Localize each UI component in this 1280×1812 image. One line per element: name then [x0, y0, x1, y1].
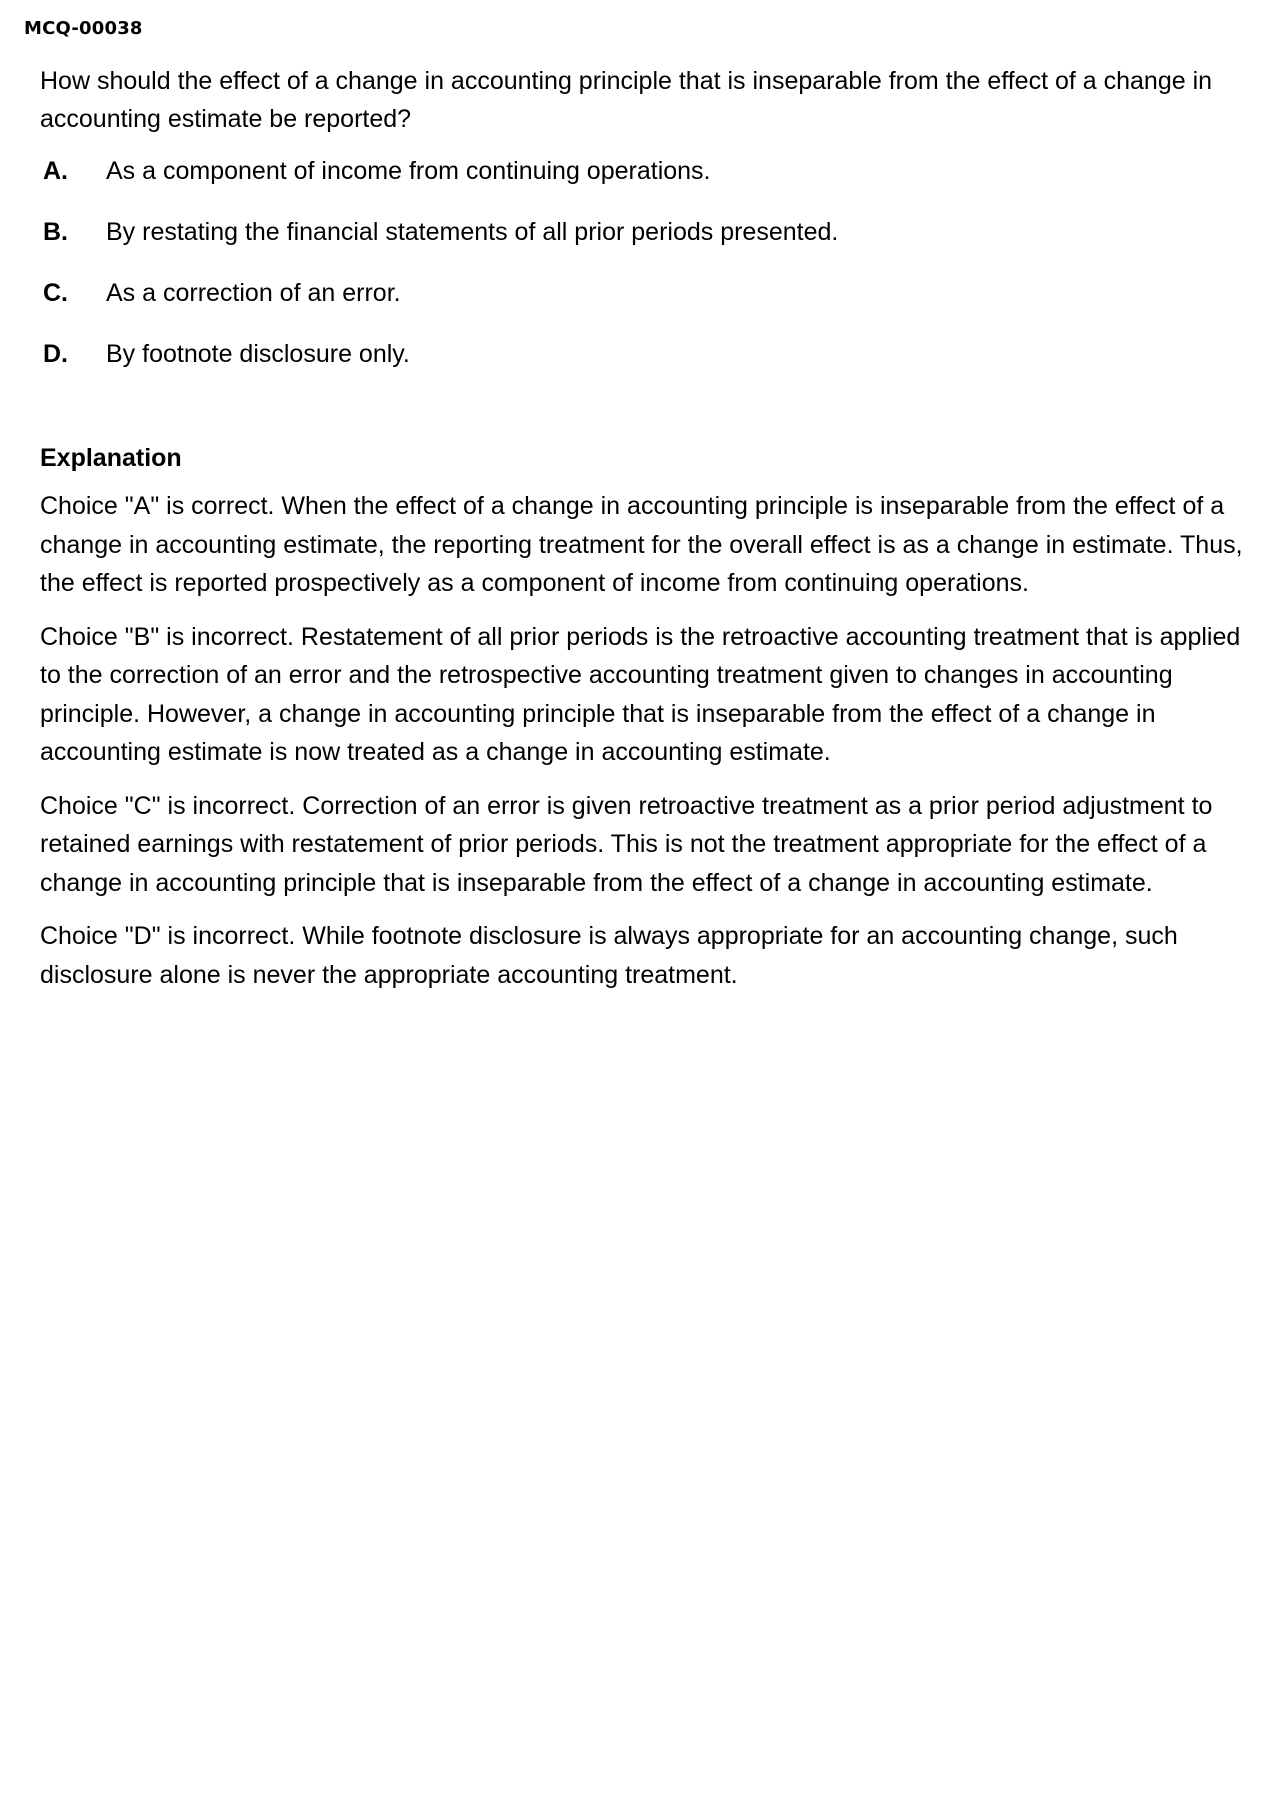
explanation-heading: Explanation	[40, 444, 182, 472]
explanation-paragraph-d: Choice "D" is incorrect. While footnote disclosure is always appropriate for an accounting change, such disclosure alone is never the appropriate accounting treatment.	[40, 922, 1178, 989]
choice-c[interactable]	[40, 274, 1268, 335]
choice-letter: B.	[43, 218, 68, 246]
explanation-paragraph-b: Choice "B" is incorrect. Restatement of all prior periods is the retroactive accounting treatment that is applied to the correction of an error and the retrospective accounting treatment given to changes in accounting principle. However, a change in accounting principle that is inseparable from the effect of a change in accounting estimate is now treated as a change in accounting estimate.	[40, 622, 1241, 766]
choice-d[interactable]	[40, 335, 1268, 396]
document-id: MCQ-00038	[24, 18, 143, 39]
choice-text: By restating the financial statements of all prior periods presented.	[106, 218, 839, 246]
choice-letter: D.	[43, 340, 68, 368]
question-content	[40, 62, 1268, 1009]
choice-letter: A.	[43, 157, 68, 185]
choice-text: As a correction of an error.	[106, 279, 401, 307]
choice-letter: C.	[43, 279, 68, 307]
choice-b[interactable]	[40, 213, 1268, 274]
question-text: How should the effect of a change in accounting principle that is inseparable from the effect of a change in accounting estimate be reported?	[40, 67, 1213, 133]
choice-list	[40, 152, 1268, 396]
choice-a[interactable]	[40, 152, 1268, 213]
explanation-paragraph-a: Choice "A" is correct. When the effect of a change in accounting principle is inseparable from the effect of a change in accounting estimate, the reporting treatment for the overall effect is as a change in estimate. Thus, the effect is reported prospectively as a component of income from continuing operations.	[40, 492, 1243, 597]
choice-text: By footnote disclosure only.	[106, 340, 410, 368]
explanation-paragraph-c: Choice "C" is incorrect. Correction of an error is given retroactive treatment as a prior period adjustment to retained earnings with restatement of prior periods. This is not the treatment appropriate for the effect of a change in accounting principle that is inseparable from the effect of a change in accounting estimate.	[40, 791, 1213, 897]
choice-text: As a component of income from continuing operations.	[106, 157, 711, 185]
